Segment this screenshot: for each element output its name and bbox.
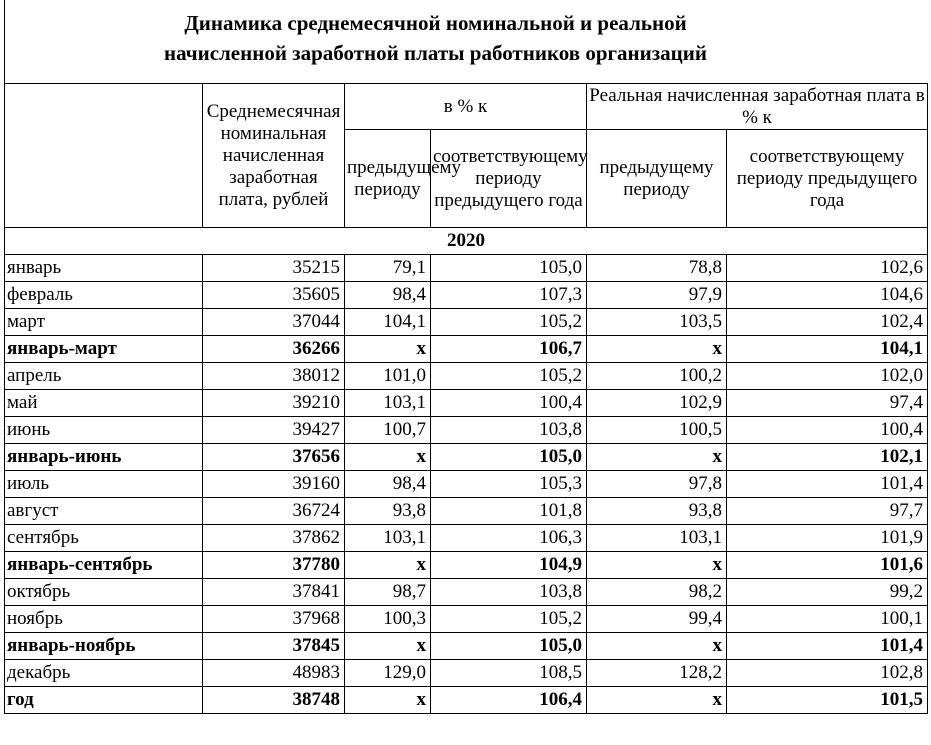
real-prev-cell: 100,2	[587, 363, 727, 390]
title-line-1: Динамика среднемесячной номинальной и реальной	[184, 11, 687, 35]
same-period-cell: 105,2	[431, 606, 587, 633]
same-period-cell: 103,8	[431, 579, 587, 606]
prev-period-cell: 103,1	[345, 390, 431, 417]
table-row	[5, 390, 928, 417]
row-label: октябрь	[5, 579, 203, 606]
real-prev-cell: 97,8	[587, 471, 727, 498]
real-same-cell: 101,5	[727, 687, 928, 714]
table-row	[5, 309, 928, 336]
prev-period-cell: x	[345, 687, 431, 714]
same-period-cell: 105,2	[431, 309, 587, 336]
real-same-cell: 99,2	[727, 579, 928, 606]
row-label: январь-ноябрь	[5, 633, 203, 660]
real-same-cell: 101,4	[727, 633, 928, 660]
year-row: 2020	[5, 228, 928, 255]
real-prev-cell: 98,2	[587, 579, 727, 606]
row-label: сентябрь	[5, 525, 203, 552]
prev-period-cell: 98,7	[345, 579, 431, 606]
title-line-2: начисленной заработной платы работников организаций	[164, 41, 707, 65]
row-label: год	[5, 687, 203, 714]
prev-period-cell: 98,4	[345, 471, 431, 498]
real-prev-cell: 103,1	[587, 525, 727, 552]
row-label: июль	[5, 471, 203, 498]
nominal-wage-cell: 35215	[203, 255, 345, 282]
real-prev-cell: 97,9	[587, 282, 727, 309]
nominal-wage-cell: 36724	[203, 498, 345, 525]
nominal-wage-cell: 37841	[203, 579, 345, 606]
nominal-wage-cell: 37656	[203, 444, 345, 471]
real-same-cell: 100,1	[727, 606, 928, 633]
same-period-cell: 105,3	[431, 471, 587, 498]
same-period-cell: 105,0	[431, 444, 587, 471]
header-same-period: соответствующему периоду предыдущего года	[431, 130, 587, 228]
real-same-cell: 101,6	[727, 552, 928, 579]
real-same-cell: 102,1	[727, 444, 928, 471]
prev-period-cell: 103,1	[345, 525, 431, 552]
real-same-cell: 100,4	[727, 417, 928, 444]
table-row	[5, 471, 928, 498]
real-same-cell: 101,4	[727, 471, 928, 498]
prev-period-cell: x	[345, 552, 431, 579]
nominal-wage-cell: 36266	[203, 336, 345, 363]
nominal-wage-cell: 38748	[203, 687, 345, 714]
prev-period-cell: 79,1	[345, 255, 431, 282]
real-same-cell: 102,6	[727, 255, 928, 282]
header-real-group: Реальная начисленная заработная плата в % к	[587, 84, 928, 130]
row-label: май	[5, 390, 203, 417]
nominal-wage-cell: 48983	[203, 660, 345, 687]
prev-period-cell: x	[345, 633, 431, 660]
table-row	[5, 552, 928, 579]
table-row	[5, 525, 928, 552]
row-label: январь-март	[5, 336, 203, 363]
wage-table	[4, 83, 928, 714]
row-label: ноябрь	[5, 606, 203, 633]
nominal-wage-cell: 39210	[203, 390, 345, 417]
same-period-cell: 108,5	[431, 660, 587, 687]
real-prev-cell: 100,5	[587, 417, 727, 444]
table-row	[5, 687, 928, 714]
real-same-cell: 101,9	[727, 525, 928, 552]
real-same-cell: 97,7	[727, 498, 928, 525]
real-prev-cell: 103,5	[587, 309, 727, 336]
real-same-cell: 97,4	[727, 390, 928, 417]
real-prev-cell: x	[587, 552, 727, 579]
real-prev-cell: x	[587, 687, 727, 714]
same-period-cell: 105,0	[431, 255, 587, 282]
nominal-wage-cell: 37968	[203, 606, 345, 633]
prev-period-cell: 101,0	[345, 363, 431, 390]
same-period-cell: 107,3	[431, 282, 587, 309]
prev-period-cell: x	[345, 444, 431, 471]
prev-period-cell: x	[345, 336, 431, 363]
table-row	[5, 606, 928, 633]
table-title	[0, 8, 931, 68]
real-same-cell: 104,1	[727, 336, 928, 363]
table-row	[5, 282, 928, 309]
row-label: январь-сентябрь	[5, 552, 203, 579]
header-empty-cell	[5, 84, 203, 228]
nominal-wage-cell: 37845	[203, 633, 345, 660]
real-same-cell: 104,6	[727, 282, 928, 309]
real-prev-cell: x	[587, 633, 727, 660]
same-period-cell: 105,2	[431, 363, 587, 390]
nominal-wage-cell: 37044	[203, 309, 345, 336]
table-row	[5, 498, 928, 525]
table-row	[5, 255, 928, 282]
header-real-same: соответствующему периоду предыдущего года	[727, 130, 928, 228]
table-row	[5, 444, 928, 471]
table-row	[5, 336, 928, 363]
nominal-wage-cell: 35605	[203, 282, 345, 309]
real-prev-cell: x	[587, 336, 727, 363]
table-row	[5, 363, 928, 390]
real-prev-cell: 128,2	[587, 660, 727, 687]
real-prev-cell: 102,9	[587, 390, 727, 417]
table-row	[5, 660, 928, 687]
same-period-cell: 106,3	[431, 525, 587, 552]
table-row	[5, 417, 928, 444]
same-period-cell: 106,4	[431, 687, 587, 714]
row-label: январь	[5, 255, 203, 282]
header-percent-group: в % к	[345, 84, 587, 130]
same-period-cell: 101,8	[431, 498, 587, 525]
prev-period-cell: 100,7	[345, 417, 431, 444]
row-label: декабрь	[5, 660, 203, 687]
prev-period-cell: 100,3	[345, 606, 431, 633]
row-label: февраль	[5, 282, 203, 309]
table-row	[5, 633, 928, 660]
real-same-cell: 102,8	[727, 660, 928, 687]
nominal-wage-cell: 39427	[203, 417, 345, 444]
row-label: август	[5, 498, 203, 525]
nominal-wage-cell: 37862	[203, 525, 345, 552]
real-same-cell: 102,4	[727, 309, 928, 336]
prev-period-cell: 98,4	[345, 282, 431, 309]
table-row	[5, 579, 928, 606]
real-prev-cell: 99,4	[587, 606, 727, 633]
header-nominal: Среднемесячная номинальная начисленная заработная плата, рублей	[203, 84, 345, 228]
row-label: январь-июнь	[5, 444, 203, 471]
prev-period-cell: 104,1	[345, 309, 431, 336]
same-period-cell: 106,7	[431, 336, 587, 363]
prev-period-cell: 129,0	[345, 660, 431, 687]
nominal-wage-cell: 39160	[203, 471, 345, 498]
row-label: апрель	[5, 363, 203, 390]
real-prev-cell: 93,8	[587, 498, 727, 525]
row-label: март	[5, 309, 203, 336]
header-real-prev: предыдущему периоду	[587, 130, 727, 228]
same-period-cell: 100,4	[431, 390, 587, 417]
same-period-cell: 105,0	[431, 633, 587, 660]
real-same-cell: 102,0	[727, 363, 928, 390]
prev-period-cell: 93,8	[345, 498, 431, 525]
header-prev-period: предыдущему периоду	[345, 130, 431, 228]
real-prev-cell: x	[587, 444, 727, 471]
same-period-cell: 104,9	[431, 552, 587, 579]
nominal-wage-cell: 37780	[203, 552, 345, 579]
same-period-cell: 103,8	[431, 417, 587, 444]
row-label: июнь	[5, 417, 203, 444]
real-prev-cell: 78,8	[587, 255, 727, 282]
nominal-wage-cell: 38012	[203, 363, 345, 390]
